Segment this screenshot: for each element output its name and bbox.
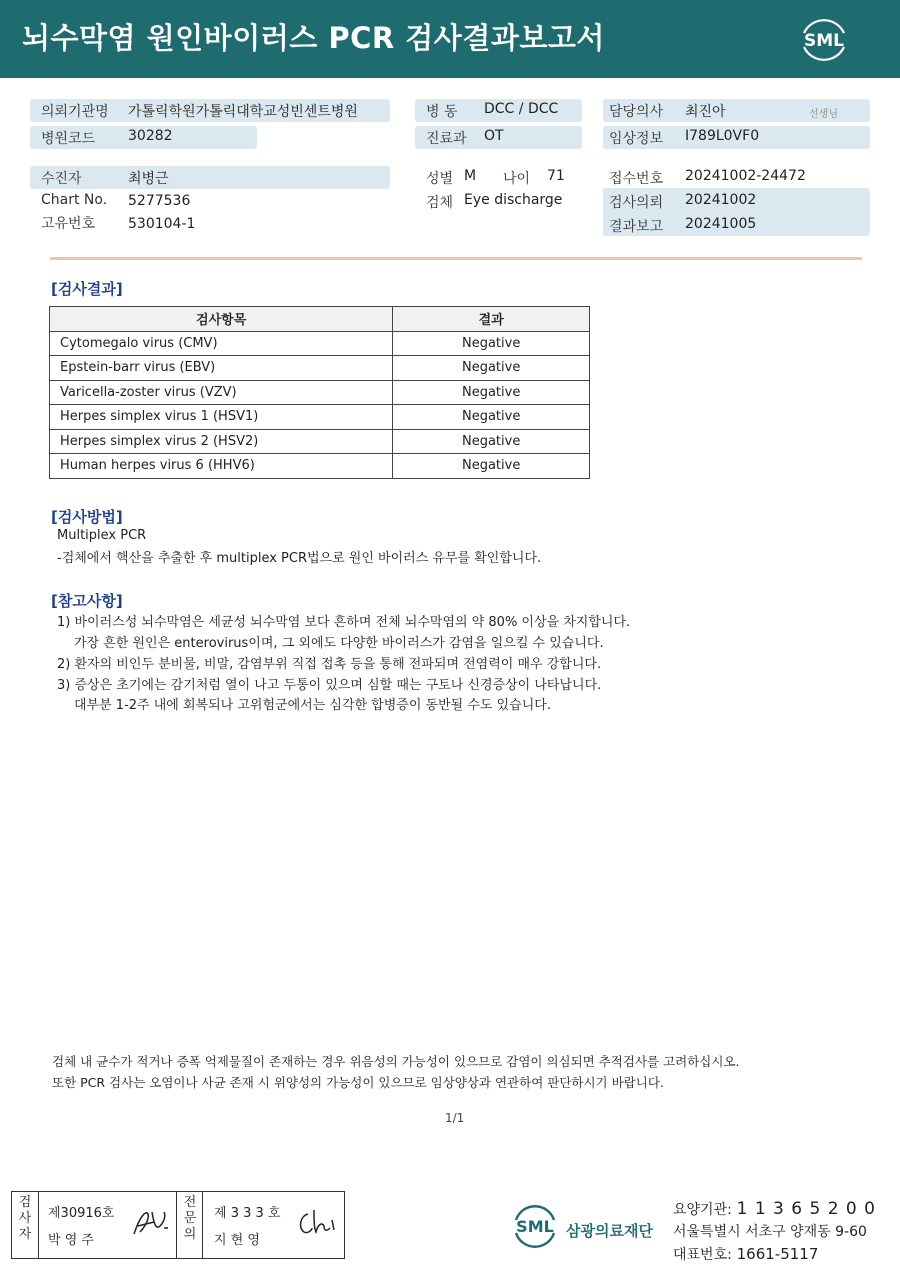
ward-value: DCC / DCC: [484, 101, 559, 117]
examiner-no: 제30916호: [48, 1206, 115, 1221]
examiner-signature-icon: [130, 1206, 176, 1240]
address-line: 서울특별시 서초구 양재동 9-60: [673, 1224, 867, 1240]
divider: [50, 257, 862, 260]
specimen-label: 검체: [426, 195, 454, 211]
row-result: Negative: [393, 380, 590, 405]
results-table: [49, 306, 590, 479]
notes-title: [참고사항]: [51, 592, 123, 610]
requester-value: 가톨릭학원가톨릭대학교성빈센트병원: [128, 104, 358, 120]
info-bg-patient: [30, 166, 390, 189]
row-result: Negative: [393, 405, 590, 430]
sex-value: M: [464, 168, 477, 184]
note-line-4: 3) 증상은 초기에는 감기처럼 열이 나고 두통이 있으며 심할 때는 구토나 신경증상이 나타납니다.: [57, 678, 602, 693]
col-result-header: 결과: [393, 307, 590, 332]
dept-value: OT: [484, 128, 504, 144]
sex-label: 성별: [426, 171, 454, 187]
id-value: 530104-1: [128, 216, 196, 232]
specialist-signature-icon: [294, 1206, 340, 1240]
note-line-5: 대부분 1-2주 내에 회복되나 고위험군에서는 심각한 합병증이 동반될 수도 있습니다.: [74, 698, 551, 713]
note-line-2: 가장 흔한 원인은 enterovirus이며, 그 외에도 다양한 바이러스가 감염을 일으킬 수 있습니다.: [74, 636, 604, 651]
row-result: Negative: [393, 356, 590, 381]
row-item: Human herpes virus 6 (HHV6): [50, 454, 393, 479]
dept-label: 진료과: [426, 131, 467, 147]
row-result: Negative: [393, 331, 590, 356]
table-row: [50, 380, 590, 405]
agency-value: 1 1 3 6 5 2 0 0: [736, 1199, 876, 1219]
agency-line: [673, 1199, 876, 1219]
request-label: 검사의뢰: [609, 195, 664, 211]
request-value: 20241002: [685, 192, 757, 208]
disclaimer-line-1: 검체 내 균수가 적거나 증폭 억제물질이 존재하는 경우 위음성의 가능성이 있으므로 감염이 의심되면 추적검사를 고려하십시오.: [52, 1054, 740, 1069]
logo-text: SML: [804, 31, 844, 51]
hospital-code-value: 30282: [128, 128, 173, 144]
age-label: 나이: [503, 171, 531, 187]
col-item-header: 검사항목: [50, 307, 393, 332]
table-row: [50, 356, 590, 381]
phone-label: 대표번호:: [673, 1247, 732, 1263]
chart-label: Chart No.: [41, 192, 108, 208]
note-line-3: 2) 환자의 비인두 분비물, 비말, 감염부위 직접 접촉 등을 통해 전파되며 전염력이 매우 강합니다.: [57, 657, 602, 672]
phone-value: 1661-5117: [736, 1245, 819, 1263]
table-row: [50, 331, 590, 356]
disclaimer-line-2: 또한 PCR 검사는 오염이나 사균 존재 시 위양성의 가능성이 있으므로 임상양상과 연관하여 판단하시기 바랍니다.: [52, 1075, 664, 1090]
specialist-name: 지 현 영: [214, 1233, 260, 1248]
row-item: Cytomegalo virus (CMV): [50, 331, 393, 356]
specialist-no: 제 3 3 3 호: [214, 1206, 281, 1221]
header-bar: [0, 0, 900, 78]
patient-value: 최병근: [128, 171, 169, 187]
table-header-row: [50, 307, 590, 332]
doctor-value: 최진아: [685, 104, 726, 120]
sml-footer-logo-icon: [509, 1200, 561, 1252]
doctor-label: 담당의사: [609, 104, 664, 120]
signature-box: [11, 1191, 345, 1259]
method-title: [검사방법]: [51, 508, 123, 526]
receipt-label: 접수번호: [609, 171, 664, 187]
page-title: 뇌수막염 원인바이러스 PCR 검사결과보고서: [22, 21, 605, 55]
doctor-suffix: 선생님: [809, 109, 838, 120]
table-row: [50, 405, 590, 430]
specimen-value: Eye discharge: [464, 192, 563, 208]
table-row: [50, 454, 590, 479]
patient-label: 수진자: [41, 171, 82, 187]
method-line-2: -검체에서 핵산을 추출한 후 multiplex PCR법으로 원인 바이러스 유무를 확인합니다.: [57, 551, 542, 566]
table-row: [50, 429, 590, 454]
row-item: Varicella-zoster virus (VZV): [50, 380, 393, 405]
row-result: Negative: [393, 454, 590, 479]
results-title: [검사결과]: [51, 280, 123, 298]
sign-separator: [202, 1192, 203, 1258]
report-value: 20241005: [685, 216, 757, 232]
age-value: 71: [547, 168, 565, 184]
phone-line: [673, 1244, 818, 1264]
page-number: 1/1: [445, 1111, 465, 1125]
org-name: 삼광의료재단: [566, 1222, 653, 1240]
receipt-value: 20241002-24472: [685, 168, 806, 184]
sml-logo-icon: [796, 13, 852, 65]
agency-label: 요양기관:: [673, 1202, 732, 1218]
chart-value: 5277536: [128, 193, 191, 209]
sign-separator: [38, 1192, 39, 1258]
report-label: 결과보고: [609, 219, 664, 235]
row-result: Negative: [393, 429, 590, 454]
ward-label: 병 동: [426, 104, 458, 120]
footer-logo-text: SML: [516, 1217, 554, 1236]
row-item: Herpes simplex virus 1 (HSV1): [50, 405, 393, 430]
requester-label: 의뢰기관명: [41, 104, 109, 120]
hospital-code-label: 병원코드: [41, 131, 96, 147]
clinical-value: I789L0VF0: [685, 128, 760, 144]
examiner-label-text: 검사자: [18, 1195, 32, 1242]
clinical-label: 임상정보: [609, 131, 664, 147]
note-line-1: 1) 바이러스성 뇌수막염은 세균성 뇌수막염 보다 흔하며 전체 뇌수막염의 약 80% 이상을 차지합니다.: [57, 615, 631, 630]
row-item: Epstein-barr virus (EBV): [50, 356, 393, 381]
specialist-label: [177, 1192, 203, 1258]
specialist-label-text: 전문의: [183, 1195, 197, 1242]
method-line-1: Multiplex PCR: [57, 528, 147, 543]
id-label: 고유번호: [41, 216, 96, 232]
examiner-label: [12, 1192, 38, 1258]
examiner-name: 박 영 주: [48, 1233, 94, 1248]
row-item: Herpes simplex virus 2 (HSV2): [50, 429, 393, 454]
